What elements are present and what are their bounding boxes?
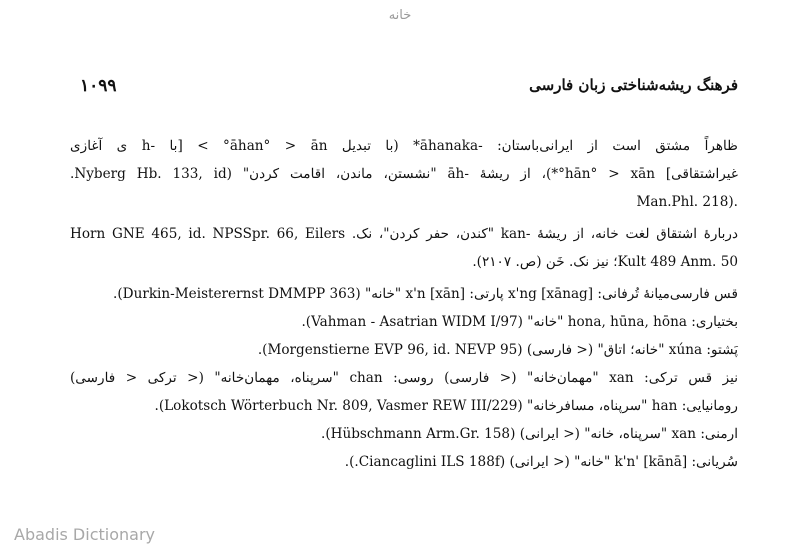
watermark: Abadis Dictionary [14,525,155,544]
text-line: رومانیایی: han "سرپناه، مسافرخانه" (Lokotsch Wörterbuch Nr. 809, Vasmer REW III/229). [154,398,738,414]
entry-body [70,138,738,482]
text-line: دربارهٔ اشتقاق لغت خانه، از ریشهٔ -kan "کندن، حفر کردن"، نک. Horn GNE 465, id. NPSSpr. 66, Eilers [70,226,738,242]
page-header [70,70,738,96]
text-line: نیز قس ترکی: xan "مهمان‌خانه" (< فارسی) روسی: chan "سرپناه، مهمان‌خانه" (< ترکی < فارسی) [70,370,739,386]
book-title: فرهنگ ریشه‌شناختی زبان فارسی [529,76,738,94]
text-line: قس فارسی‌میانهٔ تُرفانی: x'ng [xānag] پارتی: x'n [xān] "خانه" (Durkin-Meisterernst DMMPP 363). [113,286,738,302]
text-line: .(Man.Phl. 218 [636,194,738,210]
text-line: غیراشتقاقی] hān° > xān°*)، از ریشهٔ -āh "نشستن، ماندن، اقامت کردن" (Nyberg Hb. 133, id. [70,166,738,182]
text-line: ظاهراً مشتق است از ایرانی‌باستان: -āhanaka* (با تبدیل āhan° > ān° > [با -h ی آغازی [70,138,738,154]
text-line: سُریانی: k'n' [kānā] "خانه" (< ایرانی) (Ciancaglini ILS 188f.). [344,454,738,470]
text-line: ارمنی: xan "سرپناه، خانه" (< ایرانی) (Hübschmann Arm.Gr. 158). [321,426,738,442]
text-line: بختیاری: hona, hūna, hōna "خانه" (Vahman - Asatrian WIDM I/97). [301,314,738,330]
page-number: ۱۰۹۹ [80,76,117,96]
text-line: Kult 489 Anm. 50؛ نیز نک. خَن (ص. ۲۱۰۷). [472,254,738,270]
document-page [70,70,739,470]
text-line: پَشتو: xúna "خانه؛ اتاق" (< فارسی) (Morgenstierne EVP 96, id. NEVP 95). [257,342,738,358]
page-title: خانه [388,8,412,23]
